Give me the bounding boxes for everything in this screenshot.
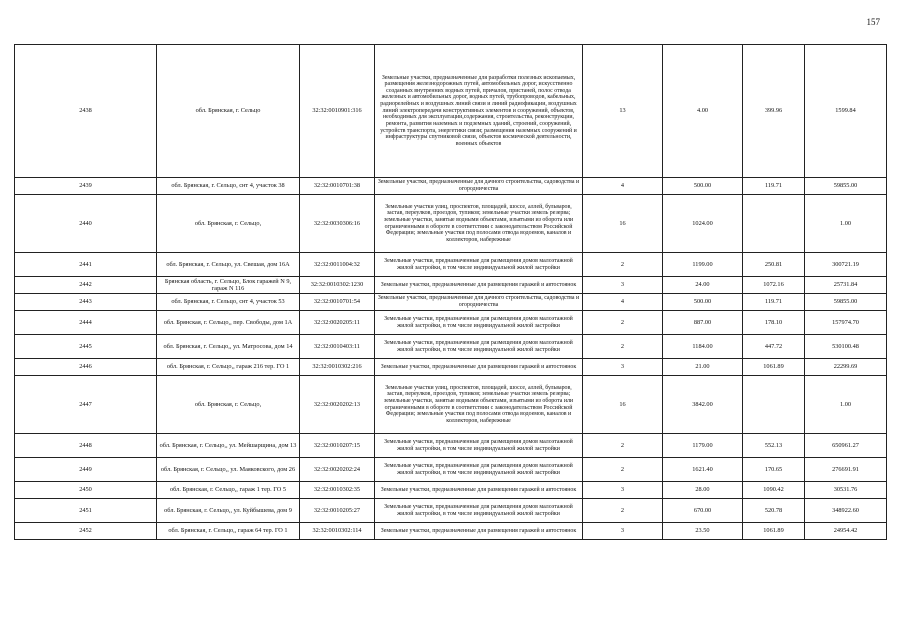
row-area: 670.00: [663, 499, 743, 523]
row-area: 1179.00: [663, 434, 743, 458]
row-number: 2441: [15, 253, 157, 277]
row-land-use: Земельные участки улиц, проспектов, площадей, шоссе, аллей, бульваров, застав, переулков, проездов, тупиков; земельные участки земель резерва; земельные участки, занятые водными объектами, изъятыми из оборота или ограниченными в обороте в соответствии с законодательством Российской Федерации; земельные участки под полосами отвода водоемов, каналов и коллекторов, набережные: [375, 376, 583, 434]
row-land-use: Земельные участки, предназначенные для размещения гаражей и автостоянок: [375, 277, 583, 294]
row-use-group: 16: [583, 195, 663, 253]
row-area: 887.00: [663, 311, 743, 335]
row-address: обл. Брянская, г. Сельцо,: [157, 195, 300, 253]
row-use-group: 3: [583, 523, 663, 540]
row-cadastral-number: 32:32:0010701:54: [300, 294, 375, 311]
table-row: [15, 178, 887, 195]
row-cadastral-value: 530100.48: [805, 335, 887, 359]
row-cadastral-number: 32:32:0020202:13: [300, 376, 375, 434]
table-row: [15, 45, 887, 178]
row-cadastral-number: 32:32:0010302:114: [300, 523, 375, 540]
row-use-group: 4: [583, 178, 663, 195]
row-use-group: 3: [583, 277, 663, 294]
row-specific-value: 447.72: [743, 335, 805, 359]
row-cadastral-number: 32:32:0011004:32: [300, 253, 375, 277]
row-land-use: Земельные участки, предназначенные для размещения домов малоэтажной жилой застройки, в том числе индивидуальной жилой застройки: [375, 335, 583, 359]
row-cadastral-number: 32:32:0020205:11: [300, 311, 375, 335]
row-use-group: 4: [583, 294, 663, 311]
row-area: 24.00: [663, 277, 743, 294]
row-land-use: Земельные участки, предназначенные для размещения домов малоэтажной жилой застройки, в том числе индивидуальной жилой застройки: [375, 458, 583, 482]
row-cadastral-value: 300721.19: [805, 253, 887, 277]
row-land-use: Земельные участки, предназначенные для размещения домов малоэтажной жилой застройки, в том числе индивидуальной жилой застройки: [375, 499, 583, 523]
row-area: 500.00: [663, 294, 743, 311]
row-land-use: Земельные участки улиц, проспектов, площадей, шоссе, аллей, бульваров, застав, переулков, проездов, тупиков; земельные участки земель резерва; земельные участки, занятые водными объектами, изъятыми из оборота или ограниченными в обороте в соответствии с законодательством Российской Федерации; земельные участки под полосами отвода водоемов, каналов и коллекторов, набережные: [375, 195, 583, 253]
row-area: 1199.00: [663, 253, 743, 277]
row-use-group: 3: [583, 359, 663, 376]
table-row: [15, 434, 887, 458]
row-number: 2443: [15, 294, 157, 311]
row-area: 1024.00: [663, 195, 743, 253]
row-use-group: 2: [583, 335, 663, 359]
row-number: 2445: [15, 335, 157, 359]
row-use-group: 2: [583, 499, 663, 523]
row-use-group: 2: [583, 434, 663, 458]
row-cadastral-value: 24954.42: [805, 523, 887, 540]
row-use-group: 2: [583, 311, 663, 335]
row-address: обл. Брянская, г. Сельцо,, ул. Куйбышева, дом 9: [157, 499, 300, 523]
row-specific-value: 178.10: [743, 311, 805, 335]
row-cadastral-number: 32:32:0010302:216: [300, 359, 375, 376]
row-address: обл. Брянская, г. Сельцо,, ул. Матросова, дом 14: [157, 335, 300, 359]
row-cadastral-value: 276691.91: [805, 458, 887, 482]
row-address: обл. Брянская, г. Сельцо,, гараж 64 тер. ГО 1: [157, 523, 300, 540]
table-row: [15, 458, 887, 482]
row-specific-value: 1072.16: [743, 277, 805, 294]
row-address: обл. Брянская, г. Сельцо, ул. Свешая, дом 16А: [157, 253, 300, 277]
row-land-use: Земельные участки, предназначенные для дачного строительства, садоводства и огородничества: [375, 294, 583, 311]
table-row: [15, 499, 887, 523]
row-land-use: Земельные участки, предназначенные для размещения домов малоэтажной жилой застройки, в том числе индивидуальной жилой застройки: [375, 253, 583, 277]
row-number: 2447: [15, 376, 157, 434]
table-row: [15, 294, 887, 311]
row-area: 4.00: [663, 45, 743, 178]
table-row: [15, 482, 887, 499]
row-use-group: 2: [583, 253, 663, 277]
row-number: 2452: [15, 523, 157, 540]
table-row: [15, 523, 887, 540]
row-area: 3842.00: [663, 376, 743, 434]
cadastral-register-table: [14, 44, 887, 540]
row-cadastral-number: 32:32:0010302:1230: [300, 277, 375, 294]
row-cadastral-number: 32:32:0010302:35: [300, 482, 375, 499]
row-area: 21.00: [663, 359, 743, 376]
row-address: обл. Брянская, г. Сельцо,, пер. Свободы, дом 1А: [157, 311, 300, 335]
page-number: 157: [866, 17, 880, 27]
row-land-use: Земельные участки, предназначенные для размещения домов малоэтажной жилой застройки, в том числе индивидуальной жилой застройки: [375, 434, 583, 458]
row-use-group: 3: [583, 482, 663, 499]
table-row: [15, 359, 887, 376]
row-number: 2440: [15, 195, 157, 253]
row-specific-value: 520.78: [743, 499, 805, 523]
table-row: [15, 335, 887, 359]
row-specific-value: 119.71: [743, 178, 805, 195]
row-land-use: Земельные участки, предназначенные для размещения гаражей и автостоянок: [375, 359, 583, 376]
row-address: обл. Брянская, г. Сельцо, снт 4, участок 38: [157, 178, 300, 195]
row-address: обл. Брянская, г. Сельцо,, гараж 216 тер. ГО 1: [157, 359, 300, 376]
row-specific-value: 250.81: [743, 253, 805, 277]
row-cadastral-value: 59855.00: [805, 178, 887, 195]
row-specific-value: 552.13: [743, 434, 805, 458]
row-number: 2439: [15, 178, 157, 195]
row-cadastral-number: 32:32:0010701:38: [300, 178, 375, 195]
table-row: [15, 195, 887, 253]
row-cadastral-value: 25731.84: [805, 277, 887, 294]
row-number: 2449: [15, 458, 157, 482]
row-cadastral-value: 59855.00: [805, 294, 887, 311]
row-use-group: 2: [583, 458, 663, 482]
row-specific-value: [743, 376, 805, 434]
row-cadastral-number: 32:32:0010901:316: [300, 45, 375, 178]
row-specific-value: 399.96: [743, 45, 805, 178]
row-cadastral-value: 30531.76: [805, 482, 887, 499]
row-specific-value: 1061.89: [743, 523, 805, 540]
row-address: обл. Брянская, г. Сельцо,, ул. Маяковского, дом 26: [157, 458, 300, 482]
row-address: обл. Брянская, г. Сельцо,, ул. Мейшарщина, дом 13: [157, 434, 300, 458]
row-area: 1184.00: [663, 335, 743, 359]
row-area: 23.50: [663, 523, 743, 540]
row-area: 28.00: [663, 482, 743, 499]
row-area: 500.00: [663, 178, 743, 195]
row-cadastral-value: 22299.69: [805, 359, 887, 376]
row-number: 2450: [15, 482, 157, 499]
row-cadastral-value: 1599.84: [805, 45, 887, 178]
row-number: 2444: [15, 311, 157, 335]
row-cadastral-number: 32:32:0010207:15: [300, 434, 375, 458]
row-cadastral-number: 32:32:0020202:24: [300, 458, 375, 482]
row-address: обл. Брянская, г. Сельцо: [157, 45, 300, 178]
row-land-use: Земельные участки, предназначенные для размещения гаражей и автостоянок: [375, 482, 583, 499]
table-row: [15, 253, 887, 277]
row-cadastral-value: 348922.60: [805, 499, 887, 523]
row-specific-value: 170.65: [743, 458, 805, 482]
row-number: 2446: [15, 359, 157, 376]
row-area: 1621.40: [663, 458, 743, 482]
row-specific-value: 119.71: [743, 294, 805, 311]
row-number: 2448: [15, 434, 157, 458]
row-address: обл. Брянская, г. Сельцо,, гараж 1 тер. ГО 5: [157, 482, 300, 499]
row-specific-value: [743, 195, 805, 253]
row-cadastral-number: 32:32:0030306:16: [300, 195, 375, 253]
row-specific-value: 1090.42: [743, 482, 805, 499]
row-cadastral-number: 32:32:0010403:11: [300, 335, 375, 359]
row-address: обл. Брянская, г. Сельцо,: [157, 376, 300, 434]
row-use-group: 13: [583, 45, 663, 178]
row-land-use: Земельные участки, предназначенные для размещения домов малоэтажной жилой застройки, в том числе индивидуальной жилой застройки: [375, 311, 583, 335]
row-number: 2442: [15, 277, 157, 294]
row-address: Брянская область, г. Сельцо, Блок гаражей N 9, гараж N 116: [157, 277, 300, 294]
row-cadastral-value: 157974.70: [805, 311, 887, 335]
row-land-use: Земельные участки, предназначенные для размещения гаражей и автостоянок: [375, 523, 583, 540]
table-row: [15, 376, 887, 434]
row-cadastral-number: 32:32:0010205:27: [300, 499, 375, 523]
row-use-group: 16: [583, 376, 663, 434]
row-number: 2451: [15, 499, 157, 523]
row-cadastral-value: 1.00: [805, 376, 887, 434]
table-row: [15, 311, 887, 335]
table-row: [15, 277, 887, 294]
row-address: обл. Брянская, г. Сельцо, снт 4, участок 53: [157, 294, 300, 311]
row-cadastral-value: 1.00: [805, 195, 887, 253]
row-number: 2438: [15, 45, 157, 178]
row-cadastral-value: 650961.27: [805, 434, 887, 458]
row-specific-value: 1061.89: [743, 359, 805, 376]
row-land-use: Земельные участки, предназначенные для разработки полезных ископаемых, размещения железнодорожных путей, автомобильных дорог, искусственно созданных внутренних водных путей, причалов, пристаней, полос отвода железных и автомобильных дорог, водных путей, трубопроводов, кабельных, радиорелейных и воздушных линий связи и линий радиофикации, воздушных линий электропередачи конструктивных элементов и сооружений, объектов, необходимых для эксплуатации,содержания, строительства, реконструкции, ремонта, развития наземных и подземных зданий, строений, сооружений, устройств транспорта, энергетики связи; размещения наземных сооружений и инфраструктуры спутниковой связи, объектов космической деятельности, военных объектов: [375, 45, 583, 178]
row-land-use: Земельные участки, предназначенные для дачного строительства, садоводства и огородничества: [375, 178, 583, 195]
